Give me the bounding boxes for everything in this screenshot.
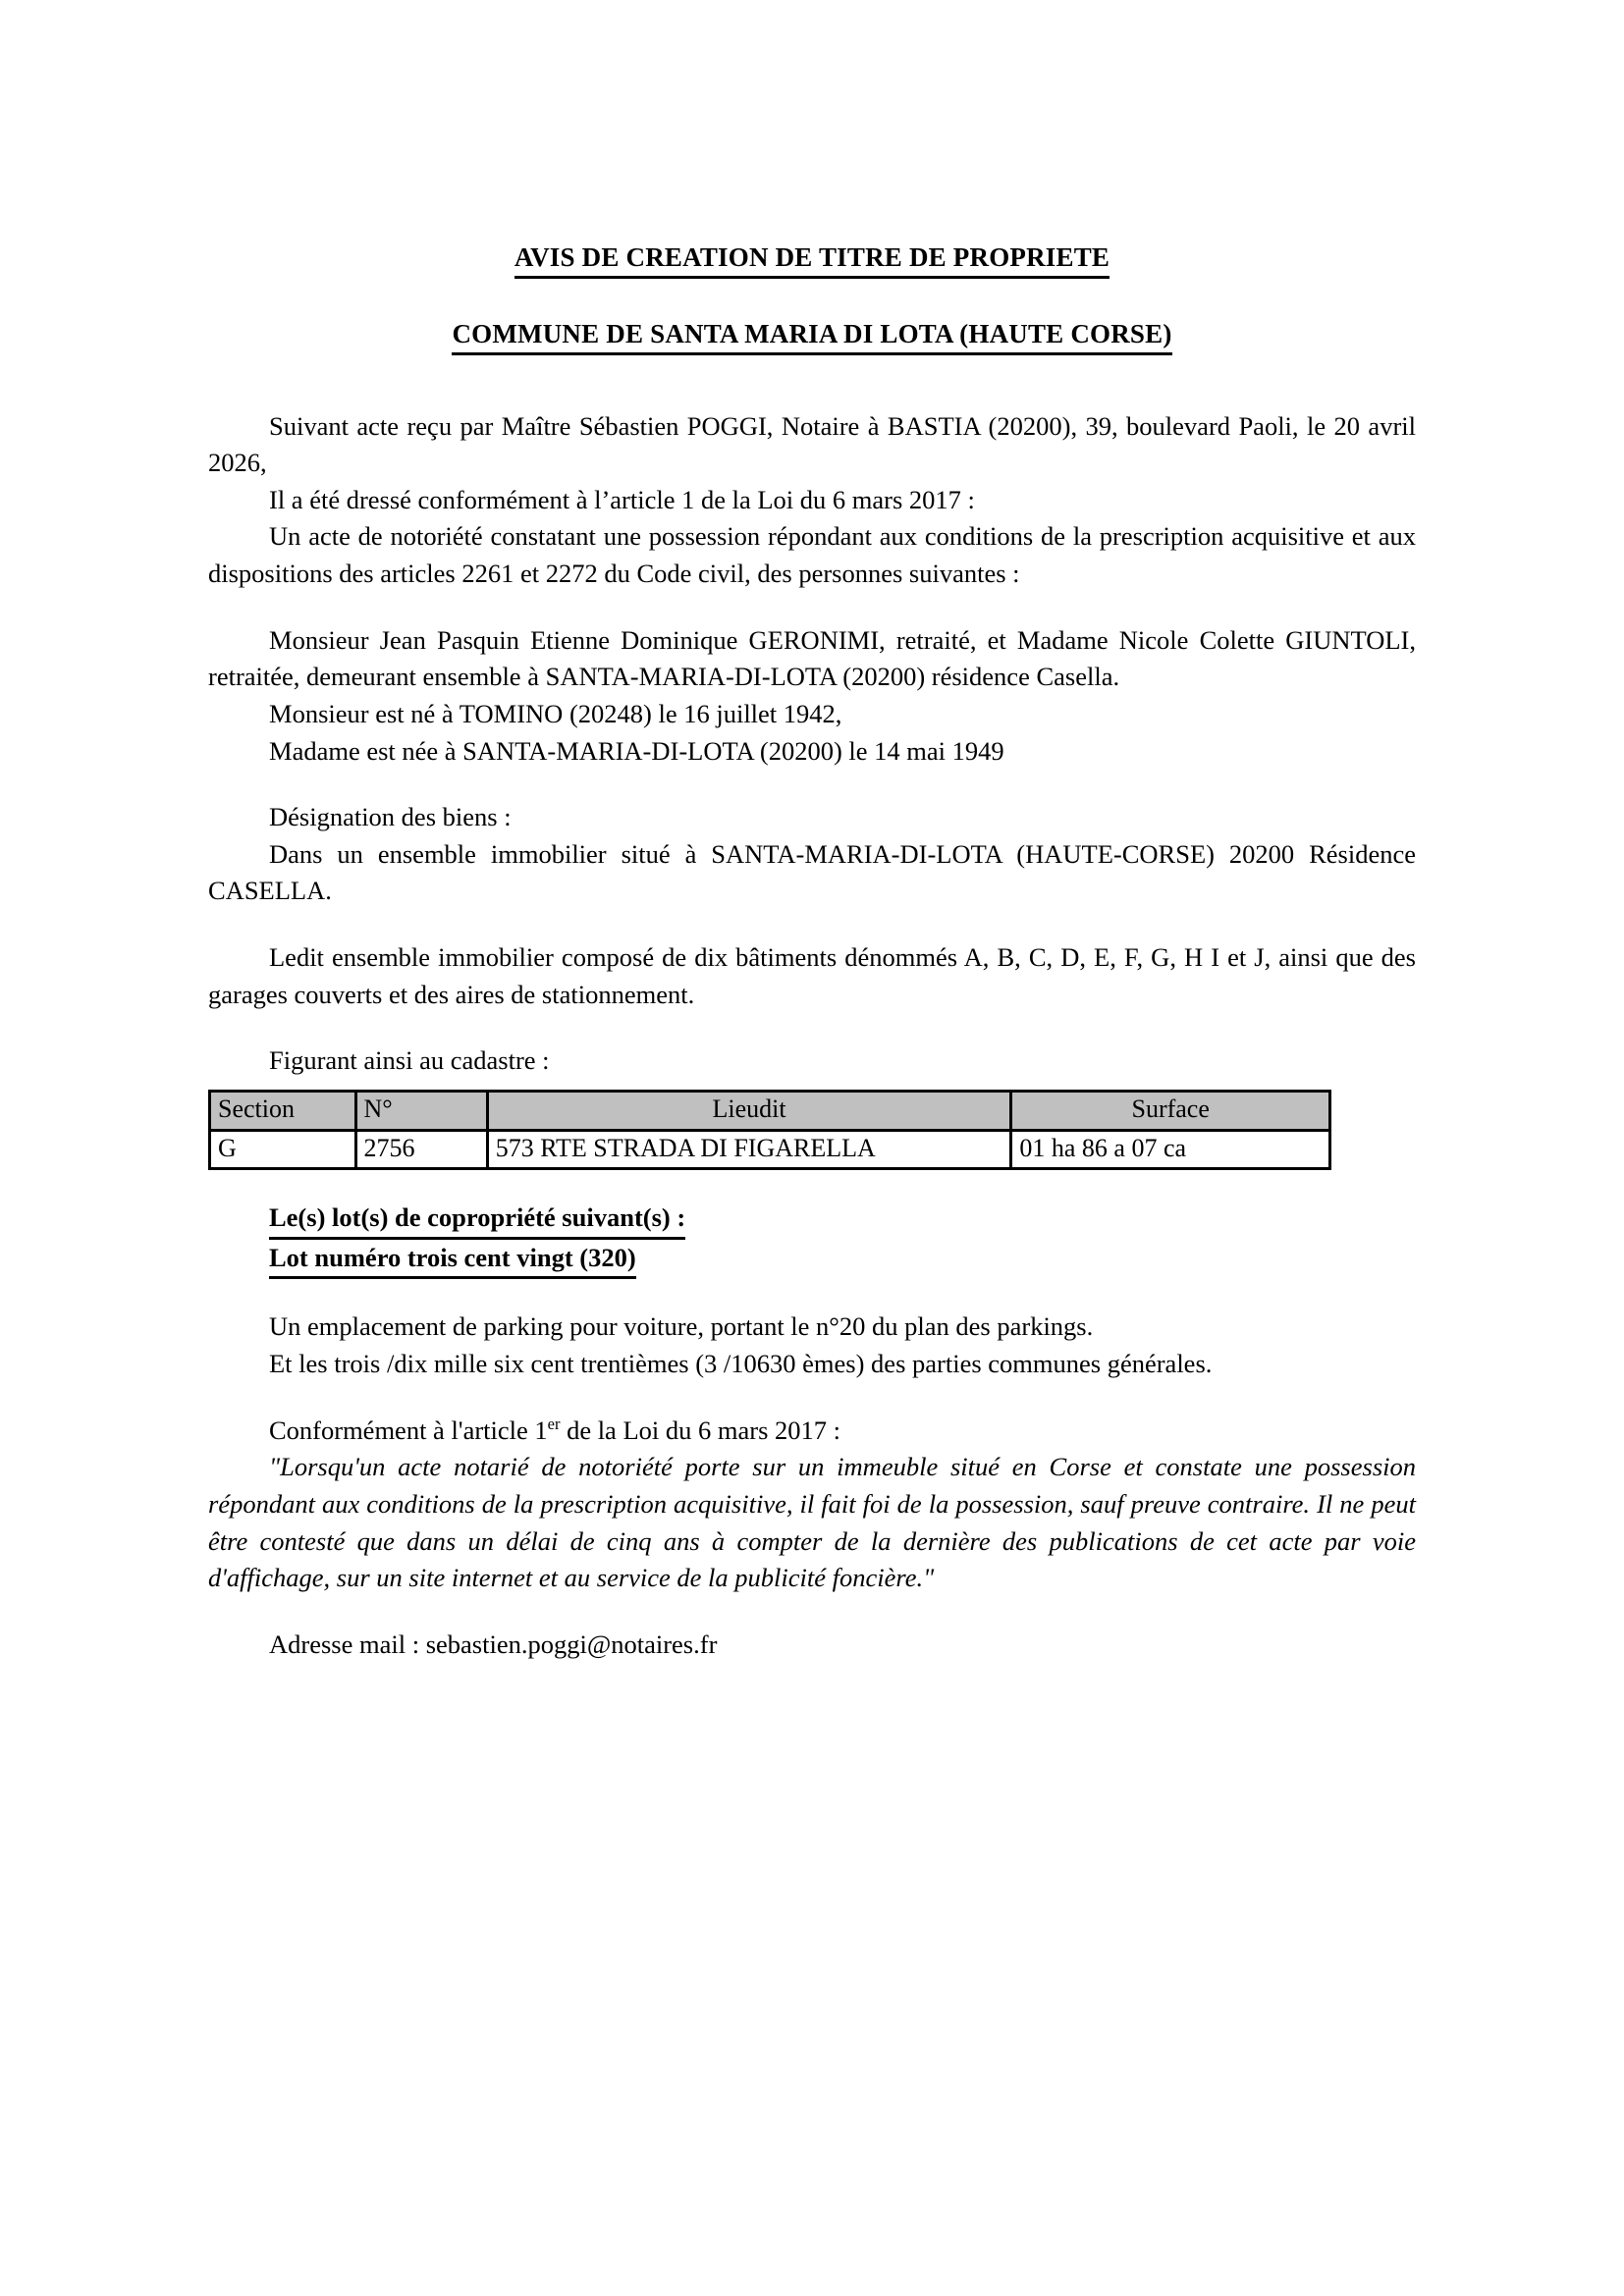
conformement-suffix: de la Loi du 6 mars 2017 : — [560, 1415, 840, 1445]
spacer — [208, 1013, 1416, 1042]
cadastre-table-head — [210, 1091, 1330, 1130]
conformement-ordinal-suffix: er — [547, 1414, 561, 1433]
document-title-block — [208, 241, 1416, 355]
spacer — [208, 1279, 1416, 1308]
spacer — [208, 910, 1416, 939]
cell-lieudit: 573 RTE STRADA DI FIGARELLA — [487, 1130, 1011, 1169]
paragraph-adresse-mail: Adresse mail : sebastien.poggi@notaires.fr — [269, 1629, 718, 1659]
spacer — [208, 1383, 1416, 1413]
spacer — [208, 1170, 1416, 1200]
heading-lot-numero-text: Lot numéro trois cent vingt (320) — [269, 1240, 636, 1280]
cadastre-table-body — [210, 1130, 1330, 1169]
cell-surface: 01 ha 86 a 07 ca — [1011, 1130, 1330, 1169]
cell-numero: 2756 — [355, 1130, 487, 1169]
paragraph-acte-notoriete: Un acte de notoriété constatant une possession répondant aux conditions de la prescription acquisitive et aux dispositions des articles 2261 et 2272 du Code civil, des personnes suivantes : — [208, 521, 1416, 588]
column-header-lieudit: Lieudit — [487, 1091, 1011, 1130]
paragraph-conformement-article — [208, 1413, 1416, 1450]
paragraph-ensemble-compose: Ledit ensemble immobilier composé de dix bâtiments dénommés A, B, C, D, E, F, G, H I et J, ainsi que des garages couverts et des aires de stationnement. — [208, 942, 1416, 1009]
paragraph-madame-naissance: Madame est née à SANTA-MARIA-DI-LOTA (20200) le 14 mai 1949 — [269, 735, 1004, 766]
table-row — [210, 1130, 1330, 1169]
spacer — [208, 593, 1416, 622]
conformement-prefix: Conformément à l'article 1 — [269, 1415, 548, 1445]
cadastre-table — [208, 1090, 1331, 1170]
column-header-surface: Surface — [1011, 1091, 1330, 1130]
title-row-1 — [208, 241, 1416, 279]
spacer — [208, 770, 1416, 799]
paragraph-acte-recu: Suivant acte reçu par Maître Sébastien POGGI, Notaire à BASTIA (20200), 39, boulevard Paoli, le 20 avril 2026, — [208, 410, 1416, 478]
table-header-row — [210, 1091, 1330, 1130]
paragraph-citation-loi: "Lorsqu'un acte notarié de notoriété porte sur un immeuble situé en Corse et constate une possession répondant aux conditions de la prescription acquisitive, il fait foi de la possession, sauf preuve contraire. Il ne peut être contesté que dans un délai de cinq ans à compter de la dernière des publications de cet acte par voie d'affichage, sur un site internet et au service de la publicité foncière." — [208, 1452, 1416, 1593]
column-header-section: Section — [210, 1091, 356, 1130]
paragraph-quote-parts: Et les trois /dix mille six cent trentièmes (3 /10630 èmes) des parties communes générales. — [269, 1349, 1213, 1379]
cell-section: G — [210, 1130, 356, 1169]
page-title: AVIS DE CREATION DE TITRE DE PROPRIETE — [514, 241, 1110, 279]
spacer — [208, 393, 1416, 408]
spacer — [208, 355, 1416, 393]
paragraph-personnes: Monsieur Jean Pasquin Etienne Dominique GERONIMI, retraité, et Madame Nicole Colette GIUNTOLI, retraitée, demeurant ensemble à SANTA-MARIA-DI-LOTA (20200) résidence Casella. — [208, 624, 1416, 692]
title-row-2 — [208, 318, 1416, 355]
label-designation-des-biens: Désignation des biens : — [269, 802, 512, 832]
label-figurant-cadastre: Figurant ainsi au cadastre : — [269, 1045, 550, 1076]
document-body — [208, 241, 1416, 1663]
heading-lot-numero — [208, 1240, 1416, 1280]
heading-lots-copropriete-text: Le(s) lot(s) de copropriété suivant(s) : — [269, 1200, 685, 1240]
page-subtitle: COMMUNE DE SANTA MARIA DI LOTA (HAUTE CORSE) — [452, 318, 1171, 355]
spacer — [208, 1597, 1416, 1627]
paragraph-monsieur-naissance: Monsieur est né à TOMINO (20248) le 16 juillet 1942, — [269, 698, 842, 728]
paragraph-designation-text: Dans un ensemble immobilier situé à SANTA-MARIA-DI-LOTA (HAUTE-CORSE) 20200 Résidence CASELLA. — [208, 838, 1416, 906]
column-header-numero: N° — [355, 1091, 487, 1130]
paragraph-dresse-conformement: Il a été dressé conformément à l’article 1 de la Loi du 6 mars 2017 : — [269, 484, 975, 514]
paragraph-emplacement-parking: Un emplacement de parking pour voiture, portant le n°20 du plan des parkings. — [269, 1311, 1094, 1342]
heading-lots-copropriete — [208, 1200, 1416, 1240]
